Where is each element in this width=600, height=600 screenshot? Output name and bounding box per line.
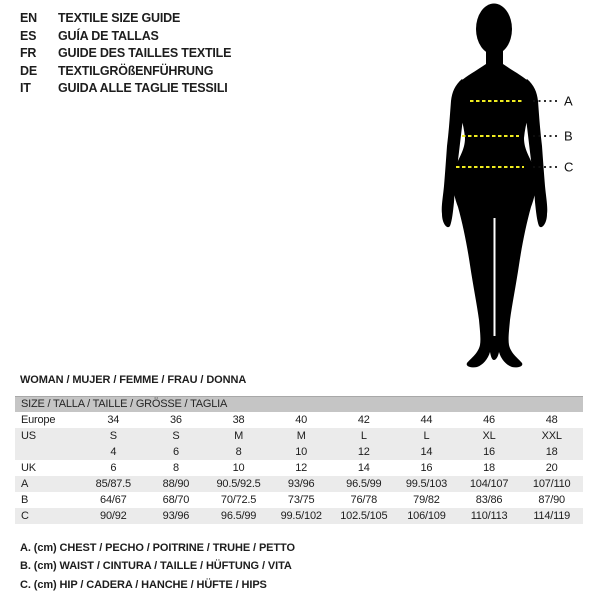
table-cell: 90/92 — [100, 510, 127, 522]
table-cell: 6 — [110, 462, 117, 474]
table-cell: 73/75 — [287, 494, 315, 506]
language-row — [20, 80, 231, 98]
table-cell: 96.5/99 — [220, 510, 257, 522]
language-code: IT — [20, 81, 31, 95]
marker-label-c: C — [564, 159, 574, 175]
table-row — [15, 412, 583, 428]
table-cell: 8 — [172, 462, 179, 474]
language-code: ES — [20, 28, 37, 43]
row-label: UK — [21, 462, 36, 474]
language-label: GUIDE DES TAILLES TEXTILE — [58, 46, 232, 60]
table-row — [15, 492, 583, 508]
table-cell: 12 — [295, 462, 308, 474]
table-cell: L — [423, 430, 430, 442]
row-label: B — [21, 494, 29, 506]
table-cell: 83/86 — [475, 494, 503, 506]
legend-line: A. (cm) CHEST / PECHO / POITRINE / TRUHE / PETTO — [20, 542, 295, 554]
table-cell: 46 — [483, 414, 495, 426]
table-cell: 16 — [483, 446, 495, 458]
table-cell: S — [109, 430, 117, 442]
marker-label-b: B — [564, 128, 573, 144]
section-title: WOMAN / MUJER / FEMME / FRAU / DONNA — [20, 374, 247, 386]
language-row — [20, 28, 231, 46]
language-row — [20, 45, 231, 63]
table-cell: XL — [482, 430, 496, 442]
size-table-body — [15, 412, 583, 524]
legend-line: B. (cm) WAIST / CINTURA / TAILLE / HÜFTUNG / VITA — [20, 560, 292, 573]
table-row — [15, 476, 583, 492]
table-cell: 107/110 — [532, 478, 571, 490]
table-cell: 18 — [545, 446, 558, 458]
row-label: Europe — [21, 414, 56, 426]
table-cell: 110/113 — [470, 510, 508, 522]
table-cell: 36 — [170, 414, 182, 426]
language-label: GUIDA ALLE TAGLIE TESSILI — [58, 81, 228, 95]
table-cell: 14 — [357, 462, 370, 474]
table-cell: 104/107 — [469, 478, 509, 490]
table-cell: 10 — [232, 462, 245, 474]
row-label: US — [21, 430, 36, 442]
table-row — [15, 460, 583, 476]
table-cell: XXL — [541, 430, 562, 442]
row-label — [15, 444, 82, 460]
table-cell: 99.5/103 — [405, 478, 448, 490]
table-cell: 40 — [295, 414, 308, 426]
silhouette-svg — [420, 0, 600, 375]
language-label: TEXTILE SIZE GUIDE — [58, 11, 181, 25]
table-row — [15, 428, 583, 444]
table-cell: 38 — [232, 414, 245, 426]
table-cell: 68/70 — [162, 494, 190, 506]
language-code: EN — [20, 11, 37, 25]
table-cell: 16 — [420, 462, 433, 474]
table-cell: 93/96 — [287, 478, 315, 490]
measure-legend — [20, 539, 295, 594]
language-code: DE — [20, 63, 37, 78]
table-row — [15, 444, 583, 460]
table-cell: 114/119 — [533, 510, 571, 522]
table-cell: 96.5/99 — [346, 478, 382, 490]
table-cell: 88/90 — [162, 478, 190, 490]
row-label: C — [21, 510, 29, 522]
table-cell: L — [360, 430, 367, 442]
table-cell: 34 — [107, 414, 120, 426]
table-cell: 93/96 — [162, 510, 190, 522]
table-cell: 90.5/92.5 — [216, 478, 261, 490]
woman-silhouette — [442, 4, 548, 368]
language-row — [20, 10, 231, 28]
size-table — [15, 396, 583, 524]
language-guide — [20, 10, 231, 98]
table-cell: 87/90 — [538, 494, 565, 506]
table-cell: 85/87.5 — [95, 478, 131, 490]
table-cell: 10 — [295, 446, 308, 458]
woman-silhouette-figure — [420, 0, 600, 375]
table-cell: 4 — [110, 446, 117, 458]
size-table-header: SIZE / TALLA / TAILLE / GRÖSSE / TAGLIA — [15, 396, 583, 412]
table-cell: 70/72.5 — [220, 494, 257, 506]
language-code: FR — [20, 46, 37, 60]
row-label: A — [21, 478, 29, 490]
table-cell: 102.5/105 — [340, 510, 388, 522]
table-cell: 20 — [545, 462, 558, 474]
table-cell: 6 — [172, 446, 179, 458]
language-row — [20, 63, 231, 81]
legend-line: C. (cm) HIP / CADERA / HANCHE / HÜFTE / HIPS — [20, 578, 267, 591]
marker-label-a: A — [564, 93, 573, 109]
table-cell: 44 — [420, 414, 433, 426]
table-cell: S — [172, 430, 180, 442]
language-label: TEXTILGRÖßENFÜHRUNG — [58, 63, 214, 78]
table-cell: 99.5/102 — [280, 510, 322, 522]
table-cell: 79/82 — [413, 494, 440, 506]
table-cell: 76/78 — [350, 494, 378, 506]
table-cell: 106/109 — [407, 510, 446, 522]
table-cell: 18 — [483, 462, 495, 474]
table-cell: 48 — [545, 414, 558, 426]
table-cell: 14 — [420, 446, 433, 458]
table-cell: 64/67 — [100, 494, 127, 506]
table-cell: 12 — [357, 446, 370, 458]
table-row — [15, 508, 583, 524]
language-label: GUÍA DE TALLAS — [58, 28, 159, 43]
table-cell: 42 — [357, 414, 370, 426]
table-cell: M — [296, 430, 306, 442]
table-cell: 8 — [235, 446, 242, 458]
table-cell: M — [234, 430, 244, 442]
